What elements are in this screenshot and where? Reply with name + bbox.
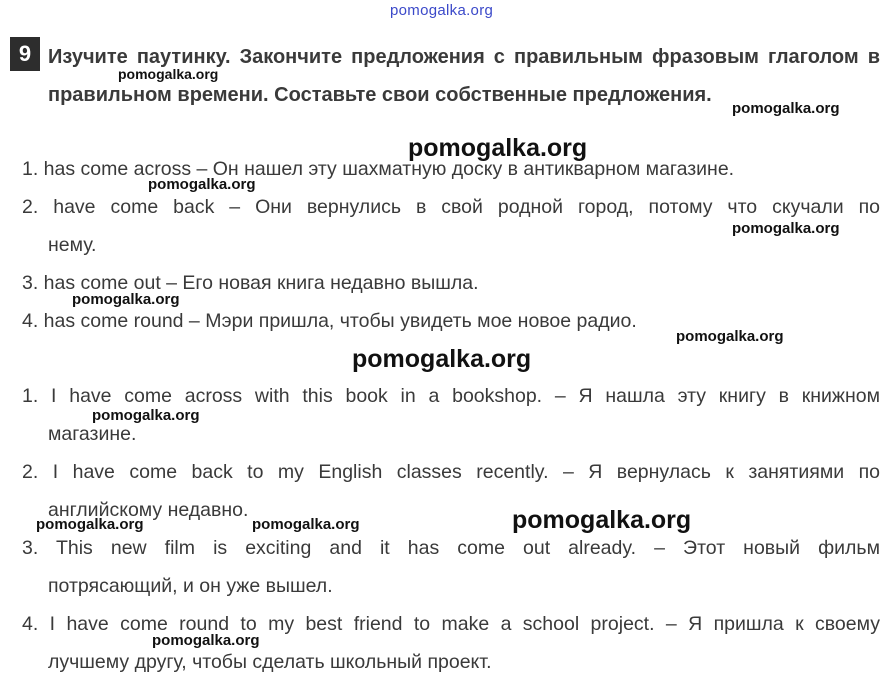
own-sentence-3: 3. This new film is exciting and it has come out already. – Этот новый фильм [22,537,880,559]
own-sentence-3-cont: потрясающий, и он уже вышел. [48,575,333,597]
watermark: pomogalka.org [72,291,180,308]
own-sentence-4-cont: лучшему другу, чтобы сделать школьный проект. [48,651,492,673]
own-sentence-2-cont: английскому недавно. [48,499,249,521]
watermark: pomogalka.org [118,66,219,82]
own-sentence-2: 2. I have come back to my English classes recently. – Я вернулась к занятиями по [22,461,880,483]
watermark: pomogalka.org [92,407,200,424]
answer-line-4: 4. has come round – Мэри пришла, чтобы увидеть мое новое радио. [22,310,637,332]
watermark: pomogalka.org [352,345,532,373]
watermark: pomogalka.org [148,176,256,193]
watermark-top: pomogalka.org [390,2,494,19]
answer-line-2: 2. have come back – Они вернулись в свой родной город, потому что скучали по [22,196,880,218]
watermark: pomogalka.org [732,100,840,117]
task-instructions: Изучите паутинку. Закончите предложения с правильным фразовым глаголом в правильном времени. Составьте свои собственные предложения. [48,46,880,106]
watermark: pomogalka.org [252,516,360,533]
own-sentence-4: 4. I have come round to my best friend to make a school project. – Я пришла к своему [22,613,880,635]
own-sentence-1: 1. I have come across with this book in a bookshop. – Я нашла эту книгу в книжном [22,385,880,407]
watermark: pomogalka.org [152,632,260,649]
task-number-badge: 9 [10,37,40,71]
watermark: pomogalka.org [36,516,144,533]
watermark: pomogalka.org [408,134,588,162]
answer-line-2-cont: нему. [48,234,97,256]
own-sentence-1-cont: магазине. [48,423,137,445]
answer-line-3: 3. has come out – Его новая книга недавно вышла. [22,272,479,294]
watermark: pomogalka.org [732,220,840,237]
watermark: pomogalka.org [512,506,692,534]
watermark: pomogalka.org [676,328,784,345]
answer-line-1: 1. has come across – Он нашел эту шахматную доску в антикварном магазине. [22,158,735,180]
